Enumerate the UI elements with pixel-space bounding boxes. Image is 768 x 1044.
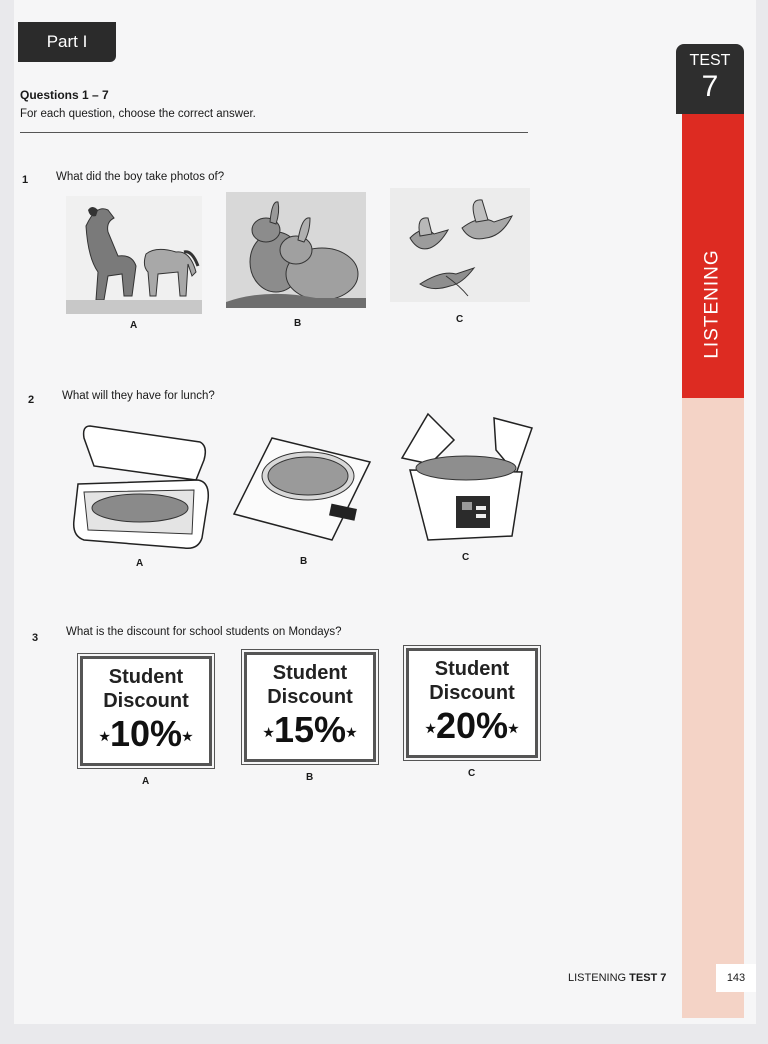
test-number: 7 — [701, 70, 719, 103]
question-number: 3 — [32, 632, 39, 644]
horses-image — [66, 196, 202, 314]
sign-line-1: Student — [108, 666, 184, 688]
rabbits-image — [226, 192, 366, 308]
running-footer — [568, 972, 666, 984]
page-number: 143 — [716, 964, 756, 992]
footer-section: LISTENING — [568, 972, 627, 984]
option-letter: A — [130, 320, 138, 331]
star-icon: ★ — [346, 725, 357, 740]
divider — [20, 132, 528, 133]
noodle-box-image — [400, 410, 534, 544]
option-letter: C — [456, 314, 464, 325]
question-text: What did the boy take photos of? — [56, 171, 225, 183]
star-icon: ★ — [425, 721, 436, 736]
star-icon: ★ — [182, 729, 193, 744]
test-label: TEST — [689, 52, 731, 69]
sign-line-1: Student — [272, 662, 348, 684]
option-letter: C — [468, 768, 476, 779]
option-letter: A — [142, 776, 150, 787]
sign-line-2: Discount — [429, 682, 515, 704]
star-icon: ★ — [263, 725, 274, 740]
question-number: 1 — [22, 174, 29, 186]
discount-percent: 15% — [273, 709, 347, 750]
part-label: Part I — [18, 22, 116, 62]
fish-and-chips-image — [70, 420, 212, 552]
questions-range: Questions 1 – 7 — [20, 88, 109, 102]
option-letter: B — [306, 772, 314, 783]
footer-test: TEST 7 — [629, 972, 667, 984]
question-number: 2 — [28, 394, 35, 406]
option-letter: B — [294, 318, 302, 329]
sign-line-2: Discount — [103, 690, 189, 712]
option-letter: A — [136, 558, 144, 569]
question-text: What will they have for lunch? — [62, 390, 215, 402]
star-icon: ★ — [99, 729, 110, 744]
option-letter: B — [300, 556, 308, 567]
section-label: LISTENING — [702, 249, 723, 359]
sign-line-1: Student — [434, 658, 510, 680]
birds-image — [390, 188, 530, 302]
star-icon: ★ — [508, 721, 519, 736]
instruction: For each question, choose the correct answer. — [20, 108, 256, 120]
option-letter: C — [462, 552, 470, 563]
discount-sign — [80, 656, 212, 766]
discount-sign — [244, 652, 376, 762]
side-tab — [676, 44, 744, 1044]
discount-percent: 10% — [109, 713, 183, 754]
sign-line-2: Discount — [267, 686, 353, 708]
question-text: What is the discount for school students on Mondays? — [66, 626, 342, 638]
discount-sign — [406, 648, 538, 758]
discount-percent: 20% — [435, 705, 509, 746]
pizza-box-image — [232, 436, 374, 544]
